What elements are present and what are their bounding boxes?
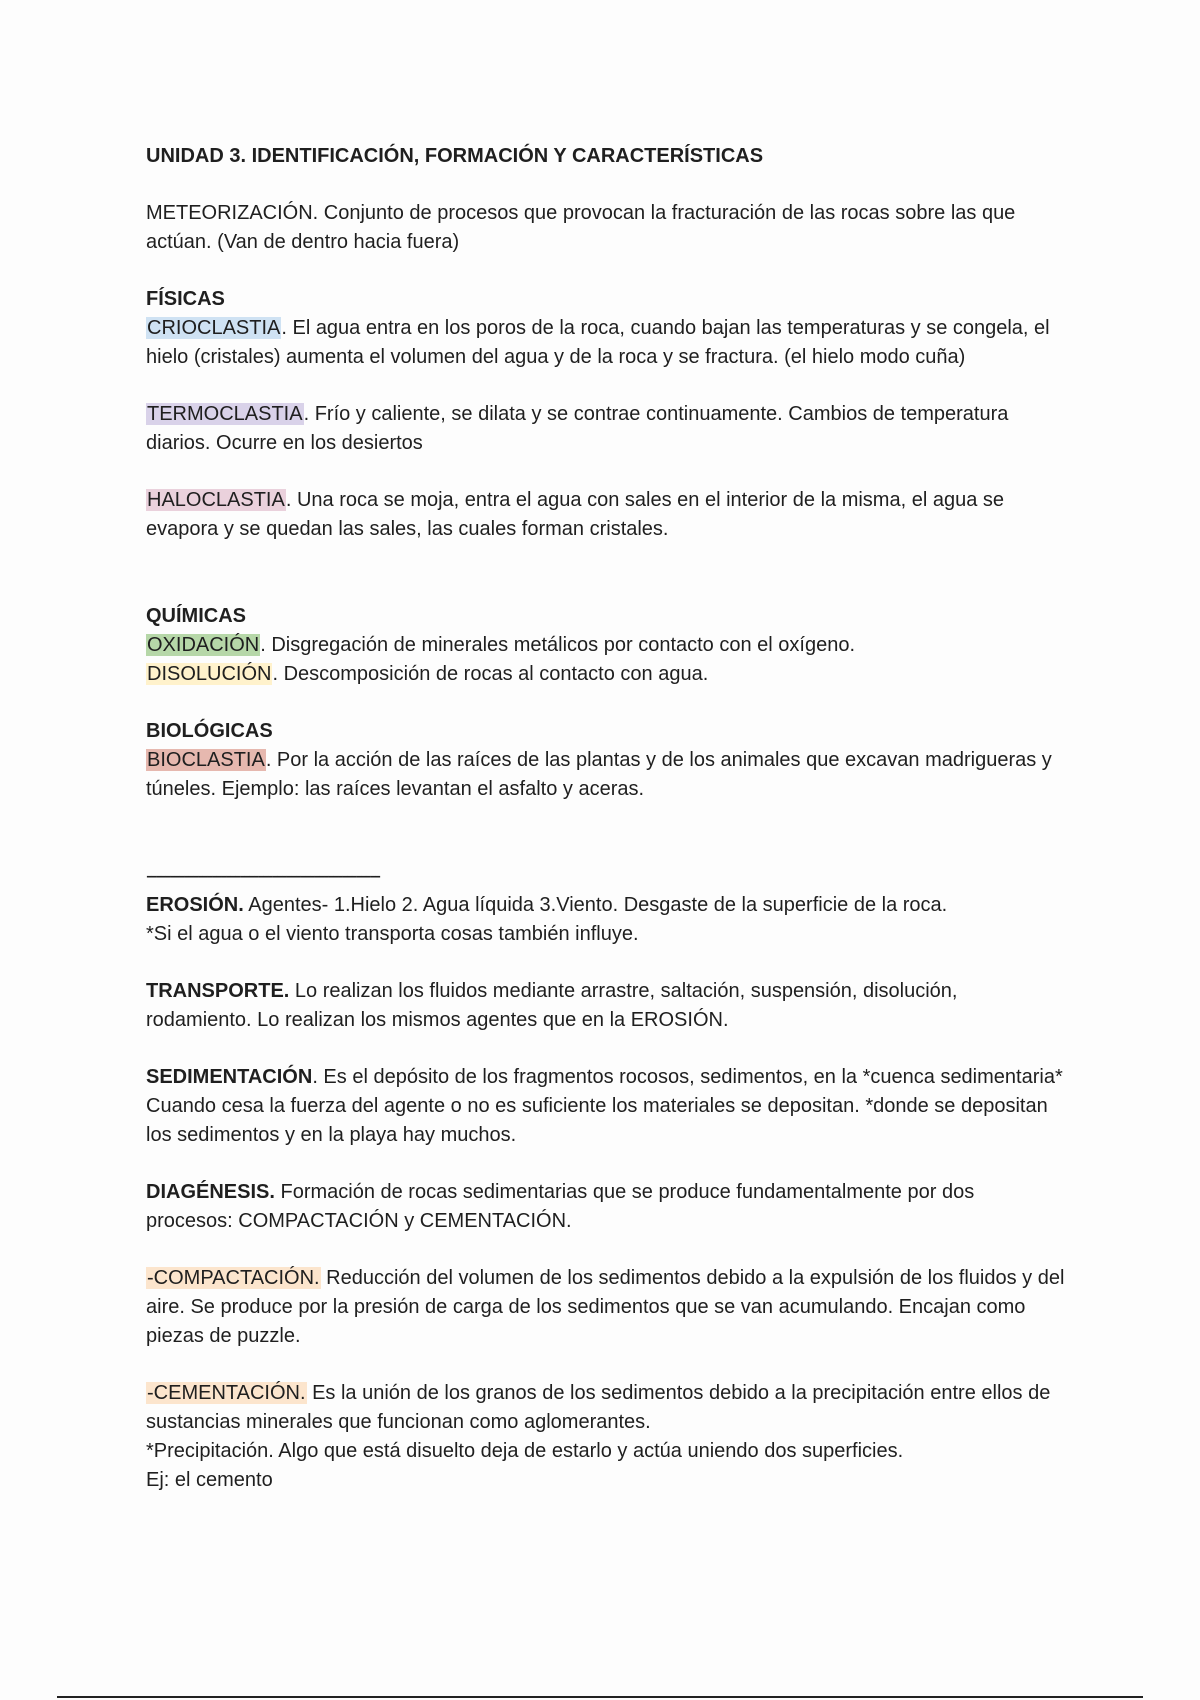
cementacion-term: -CEMENTACIÓN. [147, 1382, 306, 1404]
compactacion-term: -COMPACTACIÓN. [147, 1267, 320, 1289]
oxidacion-paragraph [146, 631, 1066, 660]
transporte-paragraph [146, 977, 1066, 1035]
cementacion-paragraph [146, 1379, 1066, 1437]
diagenesis-paragraph [146, 1178, 1066, 1236]
section-separator: -------------------------------------------------- [146, 865, 380, 887]
compactacion-paragraph [146, 1264, 1066, 1351]
crioclastia-text: . El agua entra en los poros de la roca, cuando bajan las temperaturas y se congela, el hielo (cristales) aumenta el volumen del agua y de la roca y se fractura. (el hielo modo cuña) [146, 317, 1050, 368]
cementacion-text: Es la unión de los granos de los sedimentos debido a la precipitación entre ellos de sustancias minerales que funcionan como aglomerantes. [146, 1382, 1051, 1433]
oxidacion-text: . Disgregación de minerales metálicos por contacto con el oxígeno. [260, 634, 856, 656]
diagenesis-term: DIAGÉNESIS. [146, 1181, 275, 1203]
document-page [146, 142, 1066, 1495]
disolucion-text: . Descomposición de rocas al contacto con agua. [272, 663, 709, 685]
diagenesis-text: Formación de rocas sedimentarias que se produce fundamentalmente por dos procesos: COMPACTACIÓN y CEMENTACIÓN. [146, 1181, 975, 1232]
disolucion-term: DISOLUCIÓN [147, 663, 272, 685]
transporte-text: Lo realizan los fluidos mediante arrastre, saltación, suspensión, disolución, rodamiento. Lo realizan los mismos agentes que en la EROSIÓN. [146, 980, 958, 1031]
haloclastia-text: . Una roca se moja, entra el agua con sales en el interior de la misma, el agua se evapora y se quedan las sales, las cuales forman cristales. [146, 489, 1004, 540]
transporte-term: TRANSPORTE. [146, 980, 290, 1002]
bioclastia-term: BIOCLASTIA [147, 749, 265, 771]
erosion-paragraph [146, 891, 1066, 920]
erosion-term: EROSIÓN. [146, 894, 244, 916]
page-bottom-rule [57, 1696, 1143, 1698]
termoclastia-paragraph [146, 400, 1066, 458]
haloclastia-term: HALOCLASTIA [147, 489, 285, 511]
cementacion-example: Ej: el cemento [146, 1469, 273, 1491]
quimicas-heading: QUÍMICAS [146, 605, 246, 627]
sedimentacion-paragraph [146, 1063, 1066, 1150]
termoclastia-text: . Frío y caliente, se dilata y se contrae continuamente. Cambios de temperatura diarios. Ocurre en los desiertos [146, 403, 1009, 454]
sedimentacion-text: . Es el depósito de los fragmentos rocosos, sedimentos, en la *cuenca sedimentaria* Cuando cesa la fuerza del agente o no es suficiente los materiales se depositan. *donde se depositan los sedimentos y en la playa hay muchos. [146, 1066, 1063, 1146]
fisicas-heading: FÍSICAS [146, 288, 225, 310]
sedimentacion-term: SEDIMENTACIÓN [146, 1066, 313, 1088]
termoclastia-term: TERMOCLASTIA [147, 403, 303, 425]
compactacion-text: Reducción del volumen de los sedimentos debido a la expulsión de los fluidos y del aire. Se produce por la presión de carga de los sedimentos que se van acumulando. Encajan como piezas de puzzle. [146, 1267, 1065, 1347]
erosion-note: *Si el agua o el viento transporta cosas también influye. [146, 923, 639, 945]
crioclastia-term: CRIOCLASTIA [147, 317, 281, 339]
oxidacion-term: OXIDACIÓN [147, 634, 260, 656]
meteorizacion-text: . Conjunto de procesos que provocan la fracturación de las rocas sobre las que actúan. (Van de dentro hacia fuera) [146, 202, 1016, 253]
haloclastia-paragraph [146, 486, 1066, 544]
bioclastia-text: . Por la acción de las raíces de las plantas y de los animales que excavan madrigueras y túneles. Ejemplo: las raíces levantan el asfalto y aceras. [146, 749, 1052, 800]
bioclastia-paragraph [146, 746, 1066, 804]
document-title: UNIDAD 3. IDENTIFICACIÓN, FORMACIÓN Y CARACTERÍSTICAS [146, 145, 764, 167]
meteorizacion-paragraph [146, 199, 1066, 257]
disolucion-paragraph [146, 660, 1066, 689]
erosion-text: Agentes- 1.Hielo 2. Agua líquida 3.Viento. Desgaste de la superficie de la roca. [243, 894, 948, 916]
cementacion-note: *Precipitación. Algo que está disuelto deja de estarlo y actúa uniendo dos superficies. [146, 1440, 904, 1462]
crioclastia-paragraph [146, 314, 1066, 372]
biologicas-heading: BIOLÓGICAS [146, 720, 273, 742]
meteorizacion-term: METEORIZACIÓN [146, 202, 313, 224]
